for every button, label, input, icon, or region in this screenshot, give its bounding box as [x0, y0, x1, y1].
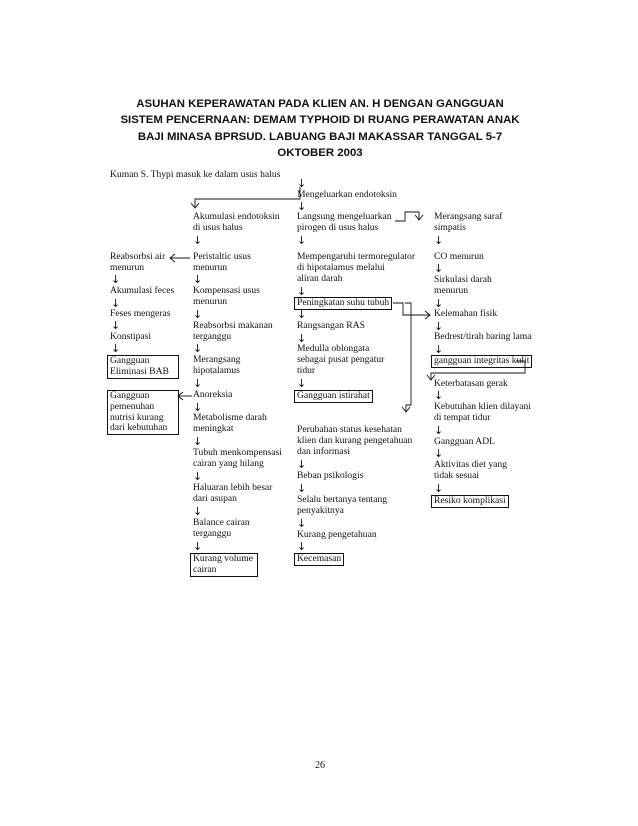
title-line: OKTOBER 2003	[277, 147, 363, 160]
arrow-down-icon: ↓	[297, 377, 307, 390]
node-konstipasi: Konstipasi	[110, 331, 152, 342]
node-akumulasi-feces: Akumulasi feces	[110, 285, 175, 296]
node-keterbatasan-gerak: Keterbatasan gerak	[434, 378, 508, 389]
node-tubuh-menkompensasi: Tubuh menkompensasi cairan yang hilang	[193, 447, 282, 469]
node-kebutuhan-klien: Kebutuhan klien dilayani di tempat tidur	[434, 401, 531, 423]
diagnosis-gangguan-integritas-kulit: gangguan integritas kulit	[431, 355, 532, 368]
node-beban-psikologis: Beban psikologis	[297, 470, 364, 481]
arrow-down-icon: ↓	[111, 319, 121, 332]
node-reabsorbsi-air: Reabsorbsi air menurun	[110, 251, 166, 273]
arrow-down-icon: ↓	[193, 342, 203, 355]
arrow-down-icon: ↓	[434, 424, 444, 437]
diagnosis-kecemasan: Kecemasan	[294, 553, 344, 566]
arrow-down-icon: ↓	[193, 401, 203, 414]
arrow-down-icon: ↓	[193, 540, 203, 553]
node-medulla-oblongata: Medulla oblongata sebagai pusat pengatur tidur	[297, 343, 385, 376]
node-mempengaruhi-termoregulator: Mempengaruhi termoregulator di hipotalamus melalui aliran darah	[297, 251, 416, 284]
node-feses-mengeras: Feses mengeras	[110, 308, 171, 319]
node-balance-cairan: Balance cairan terganggu	[193, 517, 250, 539]
arrow-down-icon: ↓	[434, 482, 444, 495]
arrow-down-icon: ↓	[297, 308, 307, 321]
arrow-down-icon: ↓	[193, 377, 203, 390]
node-anoreksia: Anoreksia	[193, 389, 233, 400]
arrow-down-icon: ↓	[434, 234, 444, 247]
arrow-down-icon: ↓	[297, 458, 307, 471]
node-metabolisme-darah: Metabolisme darah meningkat	[193, 412, 267, 434]
connector-root-col2	[195, 187, 300, 207]
arrow-down-icon: ↓	[297, 200, 307, 213]
connector-suhu-perubahan	[405, 303, 411, 412]
page-number: 26	[315, 760, 325, 771]
node-merangsang-hipotalamus: Merangsang hipotalamus	[193, 354, 241, 376]
node-peristaltic-usus: Peristaltic usus menurun	[193, 251, 251, 273]
arrow-down-icon: ↓	[193, 470, 203, 483]
diagnosis-resiko-komplikasi: Resiko komplikasi	[431, 495, 509, 508]
arrow-down-icon: ↓	[434, 447, 444, 460]
arrow-down-icon: ↓	[193, 308, 203, 321]
title-line: SISTEM PENCERNAAN: DEMAM TYPHOID DI RUANG PERAWATAN ANAK	[120, 114, 520, 127]
arrow-down-icon: ↓	[297, 332, 307, 345]
arrow-down-icon: ↓	[111, 273, 121, 286]
diagnosis-gangguan-istirahat: Gangguan istirahat	[294, 390, 373, 403]
node-selalu-bertanya: Selalu bertanya tentang penyakitnya	[297, 494, 388, 516]
diagnosis-peningkatan-suhu-tubuh: Peningkatan suhu tubuh	[294, 297, 392, 310]
arrow-down-icon: ↓	[434, 320, 444, 333]
node-rangsangan-ras: Rangsangan RAS	[297, 320, 365, 331]
arrow-down-icon: ↓	[434, 297, 444, 310]
arrow-down-icon: ↓	[297, 540, 307, 553]
connector-suhu-kelemahan	[393, 303, 430, 315]
node-haluaran: Haluaran lebih besar dari asupan	[193, 482, 273, 504]
arrow-down-icon: ↓	[111, 297, 121, 310]
diagnosis-gangguan-eliminasi-bab: Gangguan Eliminasi BAB	[107, 355, 179, 379]
node-bedrest: Bedrest/tirah baring lama	[434, 331, 532, 342]
arrow-down-icon: ↓	[193, 505, 203, 518]
arrow-down-icon: ↓	[297, 177, 307, 190]
node-perubahan-status: Perubahan status kesehatan klien dan kurang pengetahuan dan informasi	[297, 424, 413, 457]
node-co-menurun: CO menurun	[434, 251, 484, 262]
node-akumulasi-endotoksin: Akumulasi endotoksin di usus halus	[193, 211, 280, 233]
connector-col3-col4	[395, 212, 419, 221]
arrow-down-icon: ↓	[434, 389, 444, 402]
node-reabsorbsi-makanan: Reabsorbsi makanan terganggu	[193, 320, 273, 342]
arrow-down-icon: ↓	[434, 343, 444, 356]
arrow-down-icon: ↓	[111, 342, 121, 355]
arrow-down-icon: ↓	[297, 517, 307, 530]
node-kelemahan-fisik: Kelemahan fisik	[434, 308, 498, 319]
arrow-down-icon: ↓	[193, 273, 203, 286]
node-mengeluarkan-endotoksin: Mengeluarkan endotoksin	[297, 189, 397, 200]
node-gangguan-adl: Gangguan ADL	[434, 436, 496, 447]
node-sirkulasi-darah: Sirkulasi darah menurun	[434, 274, 492, 296]
diagnosis-kurang-volume-cairan: Kurang volume cairan	[190, 553, 258, 577]
node-merangsang-saraf: Merangsang saraf simpatis	[434, 211, 503, 233]
node-aktivitas-diet: Aktivitas diet yang tidak sesuai	[434, 459, 508, 481]
title-line: BAJI MINASA BPRSUD. LABUANG BAJI MAKASSAR TANGGAL 5-7	[137, 130, 503, 143]
arrow-down-icon: ↓	[297, 285, 307, 298]
node-kurang-pengetahuan: Kurang pengetahuan	[297, 529, 377, 540]
arrow-down-icon: ↓	[297, 234, 307, 247]
title-line: ASUHAN KEPERAWATAN PADA KLIEN AN. H DENGAN GANGGUAN	[136, 98, 504, 110]
arrow-down-icon: ↓	[193, 435, 203, 448]
node-kompensasi-usus: Kompensasi usus menurun	[193, 285, 260, 307]
arrow-down-icon: ↓	[297, 482, 307, 495]
diagnosis-gangguan-nutrisi: Gangguan pemenuhan nutrisi kurang dari kebutuhan	[107, 390, 179, 435]
arrow-down-icon: ↓	[193, 234, 203, 247]
root-node: Kuman S. Thypi masuk ke dalam usus halus	[110, 169, 281, 180]
node-langsung-mengeluarkan: Langsung mengeluarkan pirogen di usus halus	[297, 211, 392, 233]
arrow-down-icon: ↓	[434, 262, 444, 275]
